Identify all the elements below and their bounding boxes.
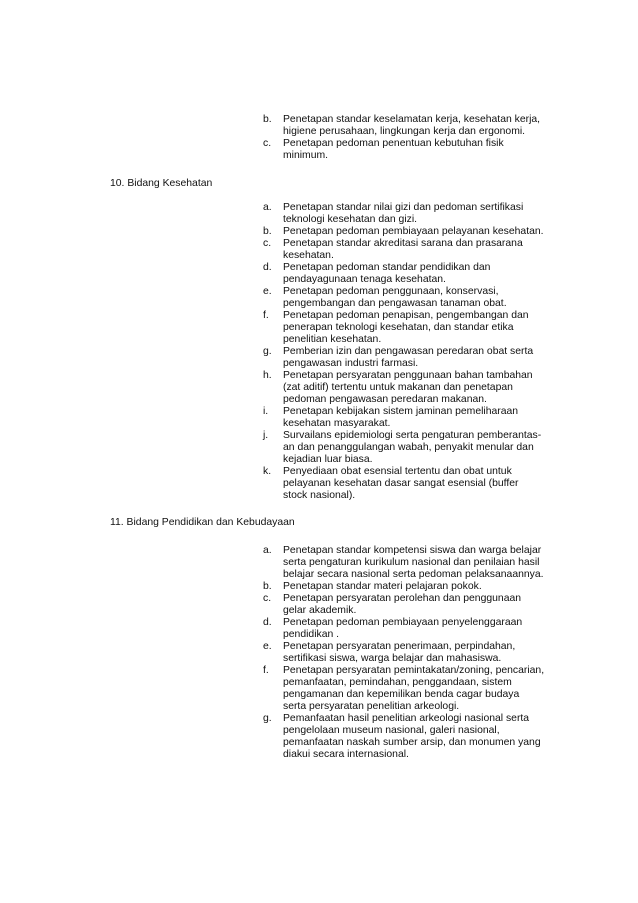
item-text-line: sertifikasi siswa, warga belajar dan mahasiswa. xyxy=(283,653,502,664)
item-text-line: kesehatan. xyxy=(283,250,334,261)
item-text xyxy=(283,370,553,406)
item-letter: f. xyxy=(263,665,269,676)
item-letter: f. xyxy=(263,310,269,321)
item-text-line: Penetapan persyaratan penggunaan bahan tambahan xyxy=(283,370,533,381)
list-item xyxy=(263,114,553,138)
section-11-heading: 11. Bidang Pendidikan dan Kebudayaan xyxy=(110,517,295,528)
item-text xyxy=(283,310,553,346)
item-text-line: belajar secara nasional serta pedoman pelaksanaannya. xyxy=(283,569,544,580)
item-text xyxy=(283,346,553,370)
item-text-line: Penetapan kebijakan sistem jaminan pemeliharaan xyxy=(283,406,519,417)
item-letter: j. xyxy=(263,430,269,441)
item-letter: c. xyxy=(263,138,272,149)
list-item xyxy=(263,593,553,617)
item-text xyxy=(283,581,553,593)
item-letter: k. xyxy=(263,466,272,477)
item-text-line: pemanfaatan, pemindahan, penggandaan, sistem xyxy=(283,677,512,688)
list-item xyxy=(263,202,553,226)
item-text-line: kejadian luar biasa. xyxy=(283,454,373,465)
item-letter: g. xyxy=(263,713,272,724)
item-text-line: Penetapan persyaratan pemintakatan/zoning, pencarian, xyxy=(283,665,545,676)
section-11-list xyxy=(263,545,553,761)
section-10-heading: 10. Bidang Kesehatan xyxy=(110,178,213,189)
item-text xyxy=(283,406,553,430)
item-text-line: Penetapan standar keselamatan kerja, kesehatan kerja, xyxy=(283,114,541,125)
item-text xyxy=(283,138,553,162)
item-letter: b. xyxy=(263,114,272,125)
item-text xyxy=(283,466,553,502)
item-text-line: serta pengaturan kurikulum nasional dan penilaian hasil xyxy=(283,557,540,568)
item-text xyxy=(283,238,553,262)
list-item xyxy=(263,238,553,262)
item-text xyxy=(283,593,553,617)
list-item xyxy=(263,346,553,370)
item-text-line: Pemberian izin dan pengawasan peredaran obat serta xyxy=(283,346,534,357)
item-text xyxy=(283,641,553,665)
item-letter: c. xyxy=(263,593,272,604)
item-letter: b. xyxy=(263,581,272,592)
item-letter: b. xyxy=(263,226,272,237)
item-letter: g. xyxy=(263,346,272,357)
item-text-line: Pemanfaatan hasil penelitian arkeologi nasional serta xyxy=(283,713,530,724)
item-letter: c. xyxy=(263,238,272,249)
item-text-line: Penetapan standar akreditasi sarana dan prasarana xyxy=(283,238,523,249)
list-item xyxy=(263,310,553,346)
item-text-line: pemanfaatan naskah sumber arsip, dan monumen yang xyxy=(283,737,541,748)
item-text-line: Penetapan standar materi pelajaran pokok. xyxy=(283,581,482,592)
item-text xyxy=(283,713,553,761)
item-text-line: Penetapan persyaratan penerimaan, perpindahan, xyxy=(283,641,516,652)
item-text-line: serta persyaratan penelitian arkeologi. xyxy=(283,701,460,712)
item-text-line: pedoman pengawasan peredaran makanan. xyxy=(283,394,487,405)
item-text-line: Survailans epidemiologi serta pengaturan pemberantas- xyxy=(283,430,542,441)
item-letter: e. xyxy=(263,641,272,652)
list-item xyxy=(263,286,553,310)
section-10-list xyxy=(263,202,553,502)
item-text-line: penelitian kesehatan. xyxy=(283,334,382,345)
item-text-line: Penetapan pedoman pembiayaan penyelenggaraan xyxy=(283,617,523,628)
list-item xyxy=(263,226,553,238)
list-item xyxy=(263,262,553,286)
item-text xyxy=(283,286,553,310)
list-item xyxy=(263,581,553,593)
list-item xyxy=(263,370,553,406)
item-text-line: (zat aditif) tertentu untuk makanan dan penetapan xyxy=(283,382,513,393)
item-letter: e. xyxy=(263,286,272,297)
item-text-line: stock nasional). xyxy=(283,490,356,501)
item-letter: a. xyxy=(263,202,272,213)
item-text xyxy=(283,202,553,226)
item-text-line: Penyediaan obat esensial tertentu dan obat untuk xyxy=(283,466,512,477)
item-text-line: Penetapan standar kompetensi siswa dan warga belajar xyxy=(283,545,542,556)
item-letter: d. xyxy=(263,617,272,628)
list-item xyxy=(263,617,553,641)
item-text xyxy=(283,262,553,286)
item-text-line: pengamanan dan kepemilikan benda cagar budaya xyxy=(283,689,520,700)
item-letter: h. xyxy=(263,370,272,381)
item-text-line: pengawasan industri farmasi. xyxy=(283,358,419,369)
item-text-line: pengelolaan museum nasional, galeri nasional, xyxy=(283,725,500,736)
item-text-line: minimum. xyxy=(283,150,329,161)
item-text-line: pendidikan . xyxy=(283,629,340,640)
item-text-line: gelar akademik. xyxy=(283,605,357,616)
item-text-line: teknologi kesehatan dan gizi. xyxy=(283,214,418,225)
item-text xyxy=(283,545,553,581)
item-text-line: Penetapan standar nilai gizi dan pedoman sertifikasi xyxy=(283,202,524,213)
item-letter: d. xyxy=(263,262,272,273)
list-item xyxy=(263,466,553,502)
item-text-line: higiene perusahaan, lingkungan kerja dan ergonomi. xyxy=(283,126,526,137)
item-text xyxy=(283,617,553,641)
item-text-line: Penetapan persyaratan perolehan dan penggunaan xyxy=(283,593,522,604)
item-text-line: Penetapan pedoman penapisan, pengembangan dan xyxy=(283,310,529,321)
item-text-line: pelayanan kesehatan dasar sangat esensial (buffer xyxy=(283,478,519,489)
list-item xyxy=(263,545,553,581)
item-text xyxy=(283,665,553,713)
list-item xyxy=(263,430,553,466)
item-text xyxy=(283,226,553,238)
item-text-line: pengembangan dan pengawasan tanaman obat. xyxy=(283,298,507,309)
list-item xyxy=(263,641,553,665)
item-text-line: Penetapan pedoman standar pendidikan dan xyxy=(283,262,491,273)
item-text-line: Penetapan pedoman penentuan kebutuhan fisik xyxy=(283,138,504,149)
item-text xyxy=(283,430,553,466)
list-item xyxy=(263,665,553,713)
item-letter: a. xyxy=(263,545,272,556)
item-letter: i. xyxy=(263,406,269,417)
item-text-line: penerapan teknologi kesehatan, dan standar etika xyxy=(283,322,514,333)
item-text-line: Penetapan pedoman pembiayaan pelayanan kesehatan. xyxy=(283,226,544,237)
continuation-list xyxy=(263,114,553,162)
item-text-line: an dan penanggulangan wabah, penyakit menular dan xyxy=(283,442,534,453)
item-text xyxy=(283,114,553,138)
item-text-line: pendayagunaan tenaga kesehatan. xyxy=(283,274,446,285)
item-text-line: kesehatan masyarakat. xyxy=(283,418,391,429)
item-text-line: Penetapan pedoman penggunaan, konservasi, xyxy=(283,286,499,297)
list-item xyxy=(263,138,553,162)
item-text-line: diakui secara internasional. xyxy=(283,749,409,760)
list-item xyxy=(263,713,553,761)
list-item xyxy=(263,406,553,430)
